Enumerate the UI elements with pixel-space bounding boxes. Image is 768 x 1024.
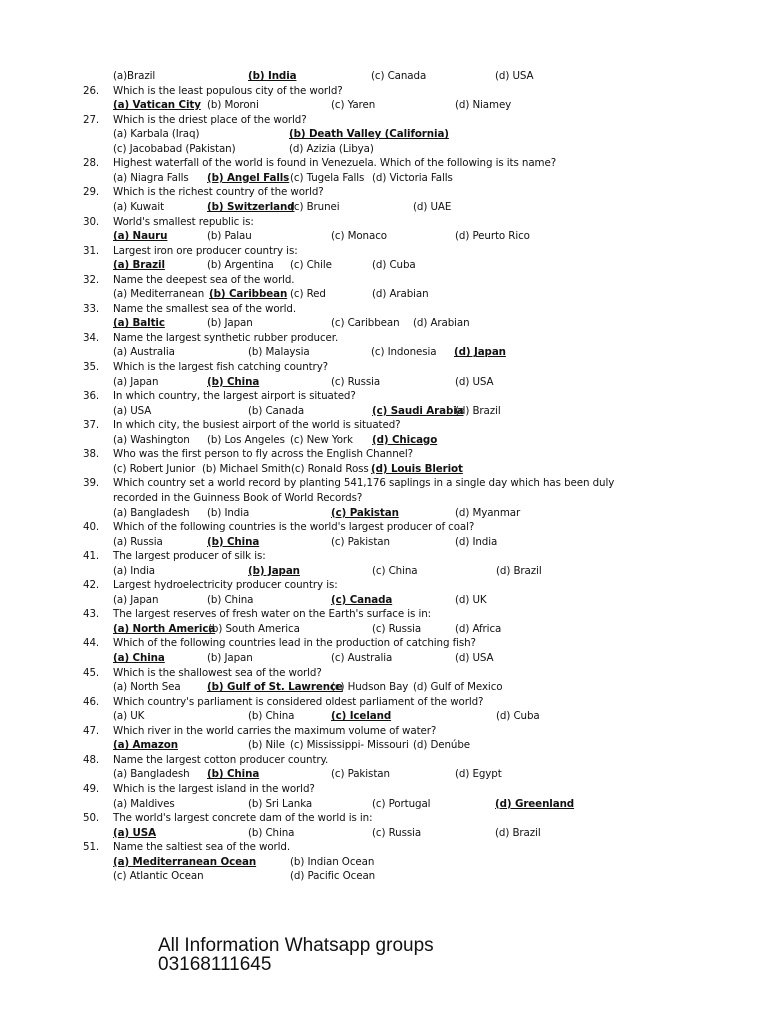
answer-option: (a) Brazil (113, 259, 165, 272)
question-line (0, 666, 768, 681)
option: (c) Chile (290, 259, 332, 272)
question-text: Name the smallest sea of the world. (113, 302, 297, 315)
option: (c) Brunei (290, 200, 340, 213)
question-text: In which city, the busiest airport of the world is situated? (113, 419, 401, 432)
question-number: 29. (83, 186, 100, 199)
option: (d) Peurto Rico (455, 230, 530, 243)
question-line (0, 607, 768, 622)
option: (c) Caribbean (331, 317, 400, 330)
options-line (0, 258, 768, 273)
option: (d) UK (455, 593, 487, 606)
option: (c) Russia (372, 826, 422, 839)
option: (c) China (372, 564, 418, 577)
option: (c) Indonesia (371, 346, 437, 359)
question-text: Name the saltiest sea of the world. (113, 841, 291, 854)
answer-option: (a) Nauru (113, 230, 168, 243)
option: (c) Tugela Falls (290, 171, 365, 184)
question-text: Name the largest cotton producer country. (113, 753, 329, 766)
option: (d) Azizia (Libya) (289, 142, 374, 155)
question-line (0, 389, 768, 404)
options-line (0, 651, 768, 666)
option: (b) Canada (248, 404, 305, 417)
option: (b) Los Angeles (207, 433, 285, 446)
options-line (0, 69, 768, 84)
options-line (0, 855, 768, 870)
option: (d) Gulf of Mexico (413, 681, 503, 694)
option: (b) Indian Ocean (290, 855, 375, 868)
question-line (0, 520, 768, 535)
option: (d) India (455, 535, 498, 548)
answer-option: (a) China (113, 652, 165, 664)
question-text: Which is the shallowest sea of the world? (113, 666, 322, 679)
options-line (0, 200, 768, 215)
question-text: Which of the following countries is the world's largest producer of coal? (113, 521, 475, 534)
question-text: Who was the first person to fly across the English Channel? (113, 448, 413, 461)
options-line (0, 127, 768, 142)
option: (b) China (248, 826, 295, 839)
question-text: Largest iron ore producer country is: (113, 244, 298, 257)
option: (d) Cuba (372, 259, 416, 272)
option: (d) Arabian (413, 317, 470, 330)
question-text: Name the largest synthetic rubber producer. (113, 331, 339, 344)
option: (b) Moroni (207, 99, 259, 112)
question-text: Which country's parliament is considered oldest parliament of the world? (113, 695, 484, 708)
options-line (0, 316, 768, 331)
question-line (0, 695, 768, 710)
option: (a) Australia (113, 346, 175, 359)
answer-option: (a) Vatican City (113, 99, 201, 112)
question-line (0, 840, 768, 855)
option: (a) Bangladesh (113, 506, 190, 519)
question-line (0, 244, 768, 259)
option: (c) Robert Junior (113, 462, 196, 475)
option: (b) Japan (207, 317, 253, 330)
option: (c) Russia (331, 375, 381, 388)
question-number: 50. (83, 812, 100, 825)
question-text: The largest reserves of fresh water on the Earth's surface is in: (113, 608, 432, 621)
question-line (0, 447, 768, 462)
question-number: 35. (83, 361, 100, 373)
option: (c) Pakistan (331, 768, 390, 781)
option: (a) Karbala (Iraq) (113, 128, 200, 141)
question-number: 43. (83, 608, 100, 621)
option: (b) South America (208, 622, 300, 635)
option: (d) USA (455, 375, 494, 388)
option: (b) Japan (207, 652, 253, 664)
option: (a) Kuwait (113, 200, 165, 213)
question-line (0, 360, 768, 375)
option: (b) Malaysia (248, 346, 310, 359)
question-line (0, 302, 768, 317)
answer-option: (c) Saudi Arabia (372, 404, 464, 417)
option: (d) USA (455, 652, 494, 664)
question-line (0, 331, 768, 346)
option: (d) Africa (455, 622, 502, 635)
option: (a) Washington (113, 433, 190, 446)
option: (d) Cuba (496, 710, 540, 723)
question-number: 27. (83, 113, 100, 126)
answer-option: (c) Canada (331, 593, 393, 606)
question-number: 44. (83, 637, 100, 650)
options-line (0, 826, 768, 841)
question-number: 26. (83, 84, 100, 97)
question-line (0, 418, 768, 433)
question-text: Name the deepest sea of the world. (113, 273, 295, 286)
question-number: 36. (83, 390, 100, 403)
question-text: Which is the richest country of the world? (113, 186, 324, 199)
option: (d) Myanmar (455, 506, 521, 519)
option: (a) Mediterranean (113, 288, 205, 301)
options-line (0, 797, 768, 812)
answer-option: (b) Caribbean (209, 288, 288, 301)
question-number: 37. (83, 419, 100, 432)
option: (a) Japan (113, 593, 159, 606)
question-line (0, 215, 768, 230)
option: (c) Australia (331, 652, 393, 664)
question-number: 41. (83, 550, 100, 563)
footer-note (158, 936, 578, 974)
question-text: Which is the least populous city of the world? (113, 84, 343, 97)
options-line (0, 535, 768, 550)
option: (a)Brazil (113, 70, 156, 82)
option: (b) Nile (248, 739, 285, 752)
question-text: World's smallest republic is: (113, 215, 254, 228)
option: (c) Red (290, 288, 326, 301)
option: (b) China (248, 710, 295, 723)
question-text: In which country, the largest airport is situated? (113, 390, 356, 403)
answer-option: (b) Angel Falls (207, 171, 290, 184)
options-line (0, 622, 768, 637)
option: (c) Atlantic Ocean (113, 870, 204, 883)
answer-option: (b) China (207, 375, 260, 388)
question-number: 47. (83, 724, 100, 737)
question-number: 38. (83, 448, 100, 461)
footer-line-1: All Information Whatsapp groups (158, 935, 434, 956)
question-number: 31. (83, 244, 100, 257)
options-line (0, 375, 768, 390)
option: (d) Arabian (372, 288, 429, 301)
option: (d) Brazil (455, 404, 501, 417)
option: (d) UAE (413, 200, 452, 213)
answer-option: (a) Baltic (113, 317, 165, 330)
question-number: 39. (83, 477, 100, 490)
answer-option: (a) Mediterranean Ocean (113, 855, 257, 868)
answer-option: (d) Louis Bleriot (371, 462, 463, 475)
options-line (0, 98, 768, 113)
option: (c) Canada (371, 70, 427, 82)
options-line (0, 171, 768, 186)
answer-option: (b) China (207, 535, 260, 548)
question-text: Which river in the world carries the maximum volume of water? (113, 724, 437, 737)
question-number: 33. (83, 302, 100, 315)
option: (a) Bangladesh (113, 768, 190, 781)
question-text: Which of the following countries lead in the production of catching fish? (113, 637, 476, 650)
answer-option: (a) North America (113, 622, 216, 635)
option: (a) Niagra Falls (113, 171, 189, 184)
question-line (0, 811, 768, 826)
footer-phone: 03168111645 (158, 954, 272, 975)
question-text: Which is the driest place of the world? (113, 113, 307, 126)
question-text: The world's largest concrete dam of the world is in: (113, 812, 373, 825)
option: (a) USA (113, 404, 152, 417)
question-line (0, 84, 768, 99)
option: (b) India (207, 506, 250, 519)
option: (d) Brazil (496, 564, 542, 577)
options-line (0, 462, 768, 477)
option: (d) Pacific Ocean (290, 870, 376, 883)
options-line (0, 404, 768, 419)
question-text: Highest waterfall of the world is found in Venezuela. Which of the following is its name? (113, 157, 557, 170)
question-line (0, 578, 768, 593)
options-line (0, 433, 768, 448)
question-number: 48. (83, 753, 100, 766)
option: (c) Russia (372, 622, 422, 635)
question-text: Which country set a world record by planting 541,176 saplings in a single day which has been duly (113, 477, 615, 490)
question-number: 51. (83, 841, 100, 854)
option: (c) Pakistan (331, 535, 390, 548)
option: (a) Japan (113, 375, 159, 388)
question-number: 45. (83, 666, 100, 679)
question-number: 46. (83, 695, 100, 708)
question-text: Which is the largest island in the world? (113, 782, 315, 795)
question-line (0, 549, 768, 564)
option: (b) Palau (207, 230, 252, 243)
options-line (0, 142, 768, 157)
options-line (0, 506, 768, 521)
answer-option: (b) Switzerland (207, 200, 295, 213)
question-number: 30. (83, 215, 100, 228)
option: (b) Argentina (207, 259, 274, 272)
option: (c) Hudson Bay (331, 681, 409, 694)
question-number: 49. (83, 782, 100, 795)
options-line (0, 229, 768, 244)
answer-option: (c) Pakistan (331, 506, 399, 519)
question-number: 40. (83, 521, 100, 534)
option: (b) Michael Smith (202, 462, 291, 475)
question-line (0, 185, 768, 200)
option: (d) Niamey (455, 99, 512, 112)
option: (d) Denúbe (413, 739, 471, 752)
question-line (0, 753, 768, 768)
options-line (0, 680, 768, 695)
question-text: recorded in the Guinness Book of World Records? (113, 491, 363, 504)
option: (a) UK (113, 710, 145, 723)
answer-option: (c) Iceland (331, 710, 392, 723)
question-number: 42. (83, 579, 100, 592)
option: (a) North Sea (113, 681, 181, 694)
options-line (0, 564, 768, 579)
option: (c) Mississippi- Missouri (290, 739, 409, 752)
question-line (0, 636, 768, 651)
options-line (0, 593, 768, 608)
question-line (0, 273, 768, 288)
option: (b) Sri Lanka (248, 797, 313, 810)
options-line (0, 738, 768, 753)
options-line (0, 287, 768, 302)
question-line (0, 156, 768, 171)
answer-option: (d) Greenland (495, 797, 575, 810)
question-text: Largest hydroelectricity producer country is: (113, 579, 338, 592)
question-line (0, 113, 768, 128)
answer-option: (d) Chicago (372, 433, 438, 446)
option: (c) Ronald Ross (291, 462, 369, 475)
answer-option: (d) Japan (454, 346, 506, 359)
option: (c) Jacobabad (Pakistan) (113, 142, 236, 155)
question-number: 34. (83, 331, 100, 344)
question-text: Which is the largest fish catching country? (113, 361, 329, 373)
question-number: 32. (83, 273, 100, 286)
option: (a) Russia (113, 535, 163, 548)
answer-option: (b) India (248, 70, 297, 82)
options-line (0, 709, 768, 724)
answer-option: (b) Gulf of St. Lawrence (207, 681, 343, 694)
question-line (0, 782, 768, 797)
question-line (0, 724, 768, 739)
option: (c) Monaco (331, 230, 387, 243)
option: (d) Victoria Falls (372, 171, 453, 184)
answer-option: (b) China (207, 768, 260, 781)
question-number: 28. (83, 157, 100, 170)
answer-option: (b) Death Valley (California) (289, 128, 449, 141)
option: (a) Maldives (113, 797, 175, 810)
question-text: The largest producer of silk is: (113, 550, 266, 563)
options-line (0, 767, 768, 782)
question-line (0, 476, 768, 491)
answer-option: (b) Japan (248, 564, 300, 577)
option: (d) USA (495, 70, 534, 82)
options-line (0, 345, 768, 360)
option: (b) China (207, 593, 254, 606)
question-line (0, 491, 768, 506)
option: (c) Yaren (331, 99, 376, 112)
option: (c) New York (290, 433, 353, 446)
answer-option: (a) USA (113, 826, 156, 839)
option: (d) Egypt (455, 768, 502, 781)
option: (c) Portugal (372, 797, 431, 810)
option: (d) Brazil (495, 826, 541, 839)
options-line (0, 869, 768, 884)
answer-option: (a) Amazon (113, 739, 178, 752)
option: (a) India (113, 564, 155, 577)
